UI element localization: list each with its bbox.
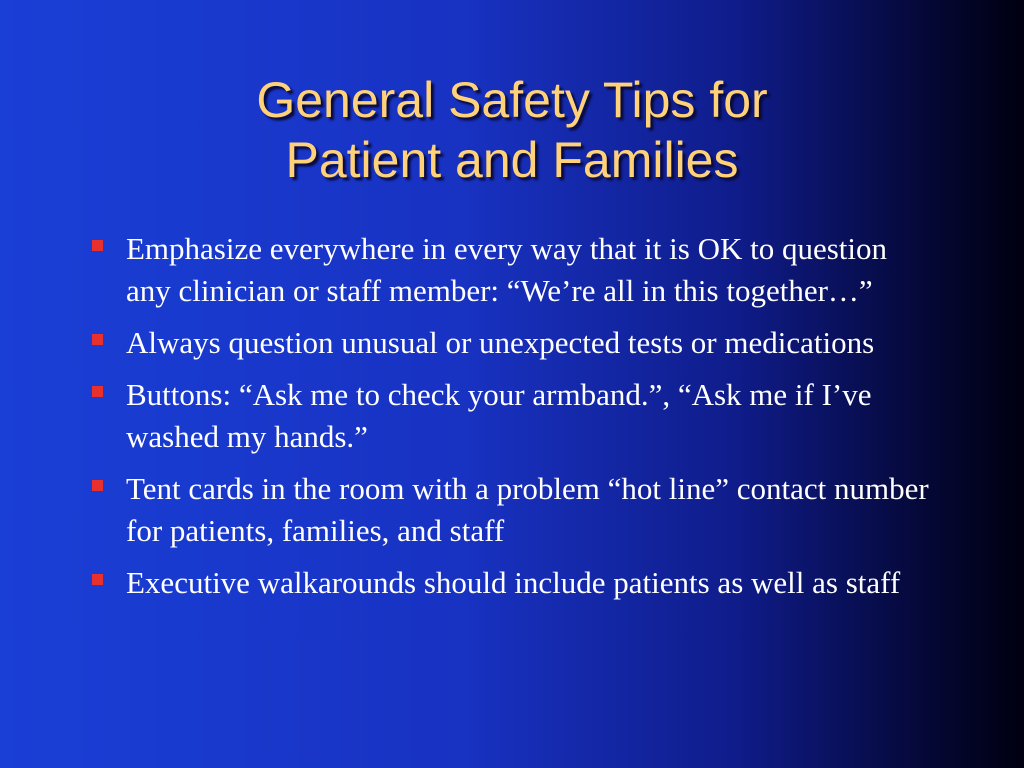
bullet-item: [88, 374, 938, 458]
bullet-list: [88, 228, 938, 614]
bullet-text: Buttons: “Ask me to check your armband.”, “Ask me if I’ve washed my hands.”: [126, 377, 872, 454]
slide-title: [0, 70, 1024, 190]
bullet-item: [88, 322, 938, 364]
bullet-item: [88, 562, 938, 604]
square-bullet-icon: [92, 386, 103, 397]
bullet-text: Executive walkarounds should include patients as well as staff: [126, 565, 901, 600]
slide-title-line-2: Patient and Families: [285, 132, 739, 188]
square-bullet-icon: [92, 574, 103, 585]
bullet-item: [88, 468, 938, 552]
square-bullet-icon: [92, 240, 103, 251]
square-bullet-icon: [92, 334, 103, 345]
slide-title-line-1: General Safety Tips for: [256, 72, 768, 128]
bullet-item: [88, 228, 938, 312]
bullet-text: Tent cards in the room with a problem “hot line” contact number for patients, families, and staff: [126, 471, 929, 548]
bullet-text: Emphasize everywhere in every way that it is OK to question any clinician or staff member: “We’re all in this together…”: [126, 231, 887, 308]
bullet-text: Always question unusual or unexpected tests or medications: [126, 325, 875, 360]
square-bullet-icon: [92, 480, 103, 491]
